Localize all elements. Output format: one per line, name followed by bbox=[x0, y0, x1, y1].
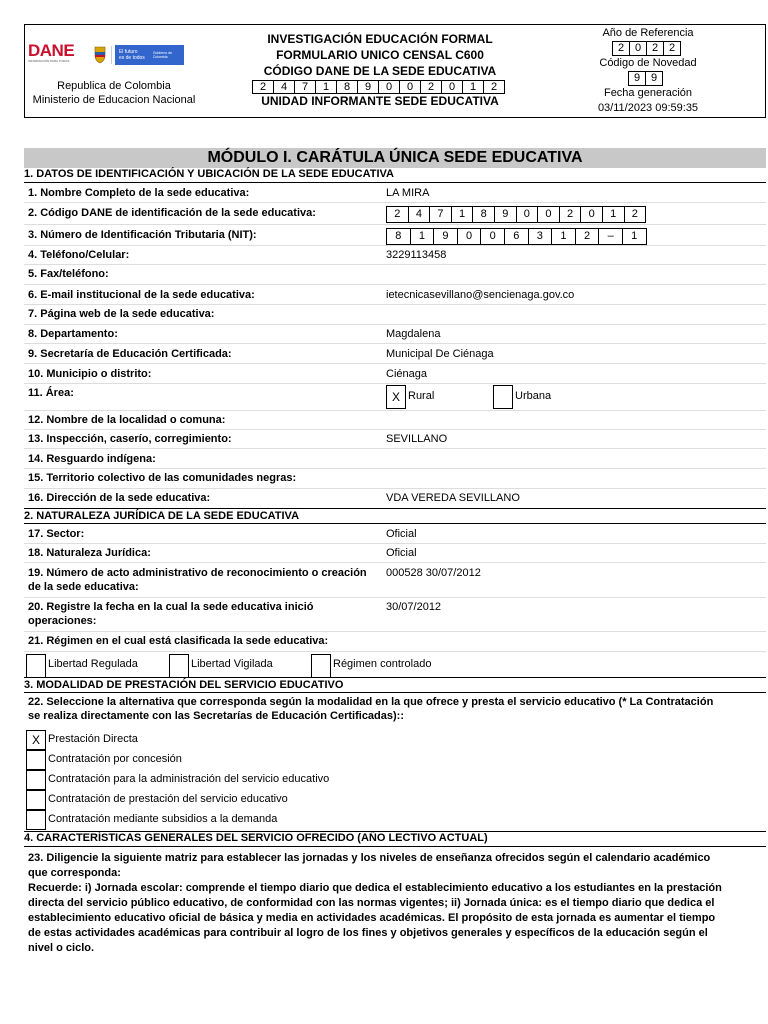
f1-label: 1. Nombre Completo de la sede educativa: bbox=[28, 187, 250, 199]
f20-value: 30/07/2012 bbox=[386, 601, 442, 613]
gov-badge-line2: es de todos bbox=[118, 55, 145, 61]
digit-cell: 2 bbox=[259, 81, 267, 93]
digit-cell: 8 bbox=[336, 81, 357, 93]
f11-label: 11. Área: bbox=[28, 387, 74, 399]
digit-cell: 1 bbox=[462, 81, 483, 93]
f13-value: SEVILLANO bbox=[386, 433, 448, 445]
form-title-4: UNIDAD INFORMANTE SEDE EDUCATIVA bbox=[261, 94, 499, 108]
novelty-label: Código de Novedad bbox=[599, 57, 697, 69]
digit-cell: 2 bbox=[420, 81, 441, 93]
ref-year-cells bbox=[612, 41, 681, 56]
modality-option-checkbox[interactable] bbox=[26, 750, 46, 770]
digit-cell: 0 bbox=[516, 207, 538, 222]
modality-option-label: Contratación de prestación del servicio educativo bbox=[48, 793, 288, 805]
ref-year-label: Año de Referencia bbox=[602, 27, 694, 39]
f4-value: 3229113458 bbox=[386, 249, 447, 261]
f1-value: LA MIRA bbox=[386, 187, 430, 199]
dane-logo bbox=[28, 42, 78, 68]
digit-cell: 2 bbox=[646, 42, 663, 55]
modality-option-checkbox[interactable] bbox=[26, 770, 46, 790]
digit-cell: – bbox=[598, 229, 622, 244]
modality-option-checkbox[interactable]: X bbox=[26, 730, 46, 750]
digit-cell: 6 bbox=[504, 229, 528, 244]
dane-logo-text: DANE bbox=[28, 41, 75, 60]
f18-label: 18. Naturaleza Jurídica: bbox=[28, 547, 151, 559]
modality-option-checkbox[interactable] bbox=[26, 810, 46, 830]
f5-label: 5. Fax/teléfono: bbox=[28, 268, 109, 280]
modality-option-checkbox[interactable] bbox=[26, 790, 46, 810]
section2-title: 2. NATURALEZA JURÍDICA DE LA SEDE EDUCATIVA bbox=[24, 510, 300, 522]
digit-cell: 9 bbox=[494, 207, 516, 222]
digit-cell: 4 bbox=[408, 207, 430, 222]
header-dane-code bbox=[252, 80, 505, 94]
f3-label: 3. Número de Identificación Tributaria (NIT): bbox=[28, 229, 257, 241]
digit-cell: 8 bbox=[472, 207, 494, 222]
f12-label: 12. Nombre de la localidad o comuna: bbox=[28, 414, 226, 426]
digit-cell: 1 bbox=[451, 207, 473, 222]
f4-label: 4. Teléfono/Celular: bbox=[28, 249, 130, 261]
form-title-3: CÓDIGO DANE DE LA SEDE EDUCATIVA bbox=[263, 64, 497, 78]
area-urbana-label: Urbana bbox=[515, 390, 552, 402]
f2-dane-code-cells bbox=[386, 206, 646, 223]
digit-cell: 3 bbox=[528, 229, 552, 244]
digit-cell: 0 bbox=[480, 229, 504, 244]
modality-option-label: Contratación para la administración del servicio educativo bbox=[48, 773, 330, 785]
f19-label-2: de la sede educativa: bbox=[28, 581, 139, 593]
digit-cell: 9 bbox=[433, 229, 457, 244]
digit-cell: 2 bbox=[624, 207, 646, 222]
modality-option-label: Contratación por concesión bbox=[48, 753, 182, 765]
f3-nit-cells bbox=[386, 228, 647, 245]
gov-badge-blue bbox=[115, 45, 184, 65]
digit-cell: 0 bbox=[441, 81, 462, 93]
modality-option-label: Contratación mediante subsidios a la demanda bbox=[48, 813, 278, 825]
regimen-libertad-regulada-checkbox[interactable] bbox=[26, 654, 46, 678]
gov-colombia-badge bbox=[92, 44, 184, 66]
digit-cell: 2 bbox=[575, 229, 599, 244]
country-name: Republica de Colombia bbox=[57, 80, 171, 92]
f6-label: 6. E-mail institucional de la sede educativa: bbox=[28, 289, 255, 301]
digit-cell: 9 bbox=[633, 72, 641, 84]
area-urbana-checkbox[interactable] bbox=[493, 385, 513, 409]
digit-cell: 9 bbox=[645, 72, 662, 85]
gen-value: 03/11/2023 09:59:35 bbox=[597, 102, 699, 114]
f20-label-2: operaciones: bbox=[28, 615, 97, 627]
f7-label: 7. Página web de la sede educativa: bbox=[28, 308, 215, 320]
section1-title: 1. DATOS DE IDENTIFICACIÓN Y UBICACIÓN DE LA SEDE EDUCATIVA bbox=[24, 168, 394, 180]
digit-cell: 8 bbox=[395, 230, 402, 242]
f8-label: 8. Departamento: bbox=[28, 328, 118, 340]
novelty-cells bbox=[628, 71, 663, 86]
digit-cell: 2 bbox=[559, 207, 581, 222]
f10-label: 10. Municipio o distrito: bbox=[28, 368, 152, 380]
f23-text-line: nivel o ciclo. bbox=[28, 942, 95, 954]
f23-text-line: de estas actividades académicas para contribuir al logro de los fines y objetivos generales y específicos de la educación según el bbox=[28, 927, 708, 939]
f14-label: 14. Resguardo indígena: bbox=[28, 453, 156, 465]
regimen-controlado-checkbox[interactable] bbox=[311, 654, 331, 678]
f8-value: Magdalena bbox=[386, 328, 441, 340]
digit-cell: 1 bbox=[315, 81, 336, 93]
coat-of-arms-icon bbox=[92, 45, 108, 65]
f17-value: Oficial bbox=[386, 528, 417, 540]
regimen-libertad-vigilada-checkbox[interactable] bbox=[169, 654, 189, 678]
f20-label-1: 20. Registre la fecha en la cual la sede educativa inició bbox=[28, 601, 314, 613]
f9-label: 9. Secretaría de Educación Certificada: bbox=[28, 348, 232, 360]
digit-cell: 1 bbox=[602, 207, 624, 222]
f10-value: Ciénaga bbox=[386, 368, 427, 380]
area-rural-checkbox[interactable]: X bbox=[386, 385, 406, 409]
digit-cell: 1 bbox=[410, 229, 434, 244]
digit-cell: 2 bbox=[663, 42, 680, 55]
f23-text-line: directa del servicio público educativo, de conformidad con las normas vigentes; ii) Jornada única: es el tiempo diario que dedica el bbox=[28, 897, 715, 909]
module-title: MÓDULO I. CARÁTULA ÚNICA SEDE EDUCATIVA bbox=[24, 148, 766, 168]
f23-text-line: 23. Diligencie la siguiente matriz para establecer las jornadas y los niveles de enseñanza ofrecidos según el calendario académico bbox=[28, 852, 711, 864]
digit-cell: 0 bbox=[378, 81, 399, 93]
f21-label: 21. Régimen en el cual está clasificada la sede educativa: bbox=[28, 635, 329, 647]
f9-value: Municipal De Ciénaga bbox=[386, 348, 494, 360]
digit-cell: 0 bbox=[457, 229, 481, 244]
f16-value: VDA VEREDA SEVILLANO bbox=[386, 492, 520, 504]
digit-cell: 4 bbox=[273, 81, 294, 93]
gen-label: Fecha generación bbox=[603, 87, 693, 99]
f16-label: 16. Dirección de la sede educativa: bbox=[28, 492, 211, 504]
digit-cell: 1 bbox=[551, 229, 575, 244]
f6-value: ietecnicasevillano@sencienaga.gov.co bbox=[386, 289, 575, 301]
f18-value: Oficial bbox=[386, 547, 417, 559]
regimen-controlado-label: Régimen controlado bbox=[333, 658, 432, 670]
f19-value: 000528 30/07/2012 bbox=[386, 567, 481, 579]
f13-label: 13. Inspección, caserío, corregimiento: bbox=[28, 433, 232, 445]
form-title-2: FORMULARIO UNICO CENSAL C600 bbox=[276, 48, 484, 62]
area-rural-label: Rural bbox=[408, 390, 435, 402]
digit-cell: 2 bbox=[394, 208, 401, 220]
f22-text-line1: 22. Seleccione la alternativa que corresponda según la modalidad en la que ofrece y presta el servicio educativo (* La Contratación bbox=[28, 696, 714, 708]
digit-cell: 1 bbox=[622, 229, 646, 244]
f2-label: 2. Código DANE de identificación de la sede educativa: bbox=[28, 207, 316, 219]
digit-cell: 0 bbox=[537, 207, 559, 222]
digit-cell: 7 bbox=[294, 81, 315, 93]
digit-cell: 0 bbox=[629, 42, 646, 55]
f22-text-line2: se realiza directamente con las Secretarías de Educación Certificadas):: bbox=[28, 710, 404, 722]
digit-cell: 9 bbox=[357, 81, 378, 93]
f23-text-line: que corresponda: bbox=[28, 867, 121, 879]
f23-text-line: establecimiento educativo oficial de básica y media en actividades académicas. El propósito de esta jornada es aumentar el tiempo bbox=[28, 912, 716, 924]
gov-badge-right: Gobierno de Colombia bbox=[152, 51, 173, 59]
f23-text-line: Recuerde: i) Jornada escolar: comprende el tiempo diario que dedica el establecimiento educativo a los estudiantes en la prestación bbox=[28, 882, 722, 894]
dane-logo-subtext: INFORMACIÓN PARA TODOS bbox=[28, 59, 70, 63]
section4-title: 4. CARACTERÍSTICAS GENERALES DEL SERVICIO OFRECIDO (AÑO LECTIVO ACTUAL) bbox=[24, 832, 488, 844]
f17-label: 17. Sector: bbox=[28, 528, 85, 540]
regimen-libertad-regulada-label: Libertad Regulada bbox=[48, 658, 138, 670]
modality-option-label: Prestación Directa bbox=[48, 733, 138, 745]
digit-cell: 2 bbox=[483, 81, 504, 93]
form-title-1: INVESTIGACIÓN EDUCACIÓN FORMAL bbox=[267, 32, 493, 46]
regimen-libertad-vigilada-label: Libertad Vigilada bbox=[191, 658, 273, 670]
gov-badge-line1: El futuro bbox=[118, 49, 138, 55]
f15-label: 15. Territorio colectivo de las comunidades negras: bbox=[28, 472, 297, 484]
digit-cell: 7 bbox=[429, 207, 451, 222]
digit-cell: 0 bbox=[399, 81, 420, 93]
digit-cell: 2 bbox=[617, 42, 625, 54]
section3-title: 3. MODALIDAD DE PRESTACIÓN DEL SERVICIO EDUCATIVO bbox=[24, 679, 344, 691]
digit-cell: 0 bbox=[580, 207, 602, 222]
ministry-name: Ministerio de Educacion Nacional bbox=[32, 94, 196, 106]
f19-label-1: 19. Número de acto administrativo de reconocimiento o creación bbox=[28, 567, 367, 579]
